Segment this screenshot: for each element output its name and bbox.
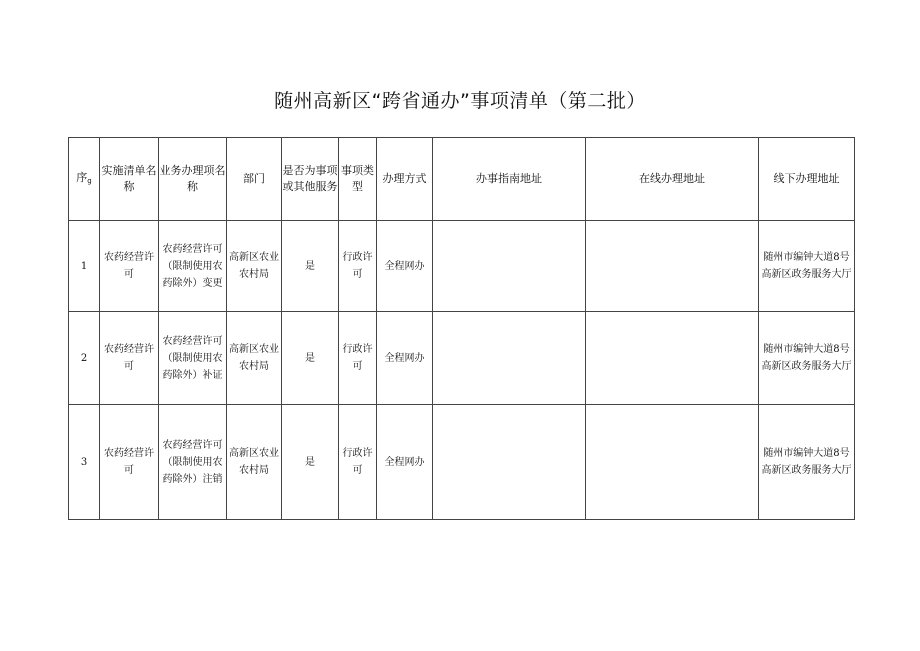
cell-dept: 高新区农业农村局	[227, 405, 282, 520]
cell-method: 全程网办	[377, 405, 433, 520]
header-item-name: 业务办理项名称	[159, 138, 227, 221]
header-offline-addr: 线下办理地址	[759, 138, 855, 221]
cell-online-url	[586, 405, 759, 520]
cell-seq: 1	[69, 221, 100, 312]
header-list-name: 实施清单名称	[100, 138, 159, 221]
table-row	[69, 405, 855, 520]
header-row	[69, 138, 855, 221]
cell-item-name: 农药经营许可（限制使用农药除外）变更	[159, 221, 227, 312]
header-method: 办理方式	[377, 138, 433, 221]
cell-list-name: 农药经营许可	[100, 312, 159, 405]
cell-item-name: 农药经营许可（限制使用农药除外）补证	[159, 312, 227, 405]
header-other-service: 是否为事项或其他服务	[282, 138, 339, 221]
cell-item-type: 行政许可	[339, 405, 377, 520]
cell-list-name: 农药经营许可	[100, 221, 159, 312]
cell-dept: 高新区农业农村局	[227, 312, 282, 405]
cell-item-type: 行政许可	[339, 221, 377, 312]
cell-other-service: 是	[282, 405, 339, 520]
cell-seq: 2	[69, 312, 100, 405]
table-row	[69, 312, 855, 405]
cell-offline-addr: 随州市编钟大道8号高新区政务服务大厅	[759, 312, 855, 405]
cell-method: 全程网办	[377, 312, 433, 405]
items-table	[68, 137, 855, 520]
cell-online-url	[586, 221, 759, 312]
cell-online-url	[586, 312, 759, 405]
cell-guide-url	[433, 221, 586, 312]
header-online-url: 在线办理地址	[586, 138, 759, 221]
cell-list-name: 农药经营许可	[100, 405, 159, 520]
cell-dept: 高新区农业农村局	[227, 221, 282, 312]
table-row	[69, 221, 855, 312]
cell-item-type: 行政许可	[339, 312, 377, 405]
page-title: 随州高新区“跨省通办”事项清单（第二批）	[274, 90, 646, 112]
cell-item-name: 农药经营许可（限制使用农药除外）注销	[159, 405, 227, 520]
cell-seq: 3	[69, 405, 100, 520]
cell-offline-addr: 随州市编钟大道8号高新区政务服务大厅	[759, 405, 855, 520]
cell-guide-url	[433, 405, 586, 520]
header-dept: 部门	[227, 138, 282, 221]
cell-method: 全程网办	[377, 221, 433, 312]
header-item-type: 事项类型	[339, 138, 377, 221]
header-guide-url: 办事指南地址	[433, 138, 586, 221]
cell-other-service: 是	[282, 312, 339, 405]
cell-guide-url	[433, 312, 586, 405]
header-seq: 序g	[69, 138, 100, 221]
cell-offline-addr: 随州市编钟大道8号高新区政务服务大厅	[759, 221, 855, 312]
cell-other-service: 是	[282, 221, 339, 312]
